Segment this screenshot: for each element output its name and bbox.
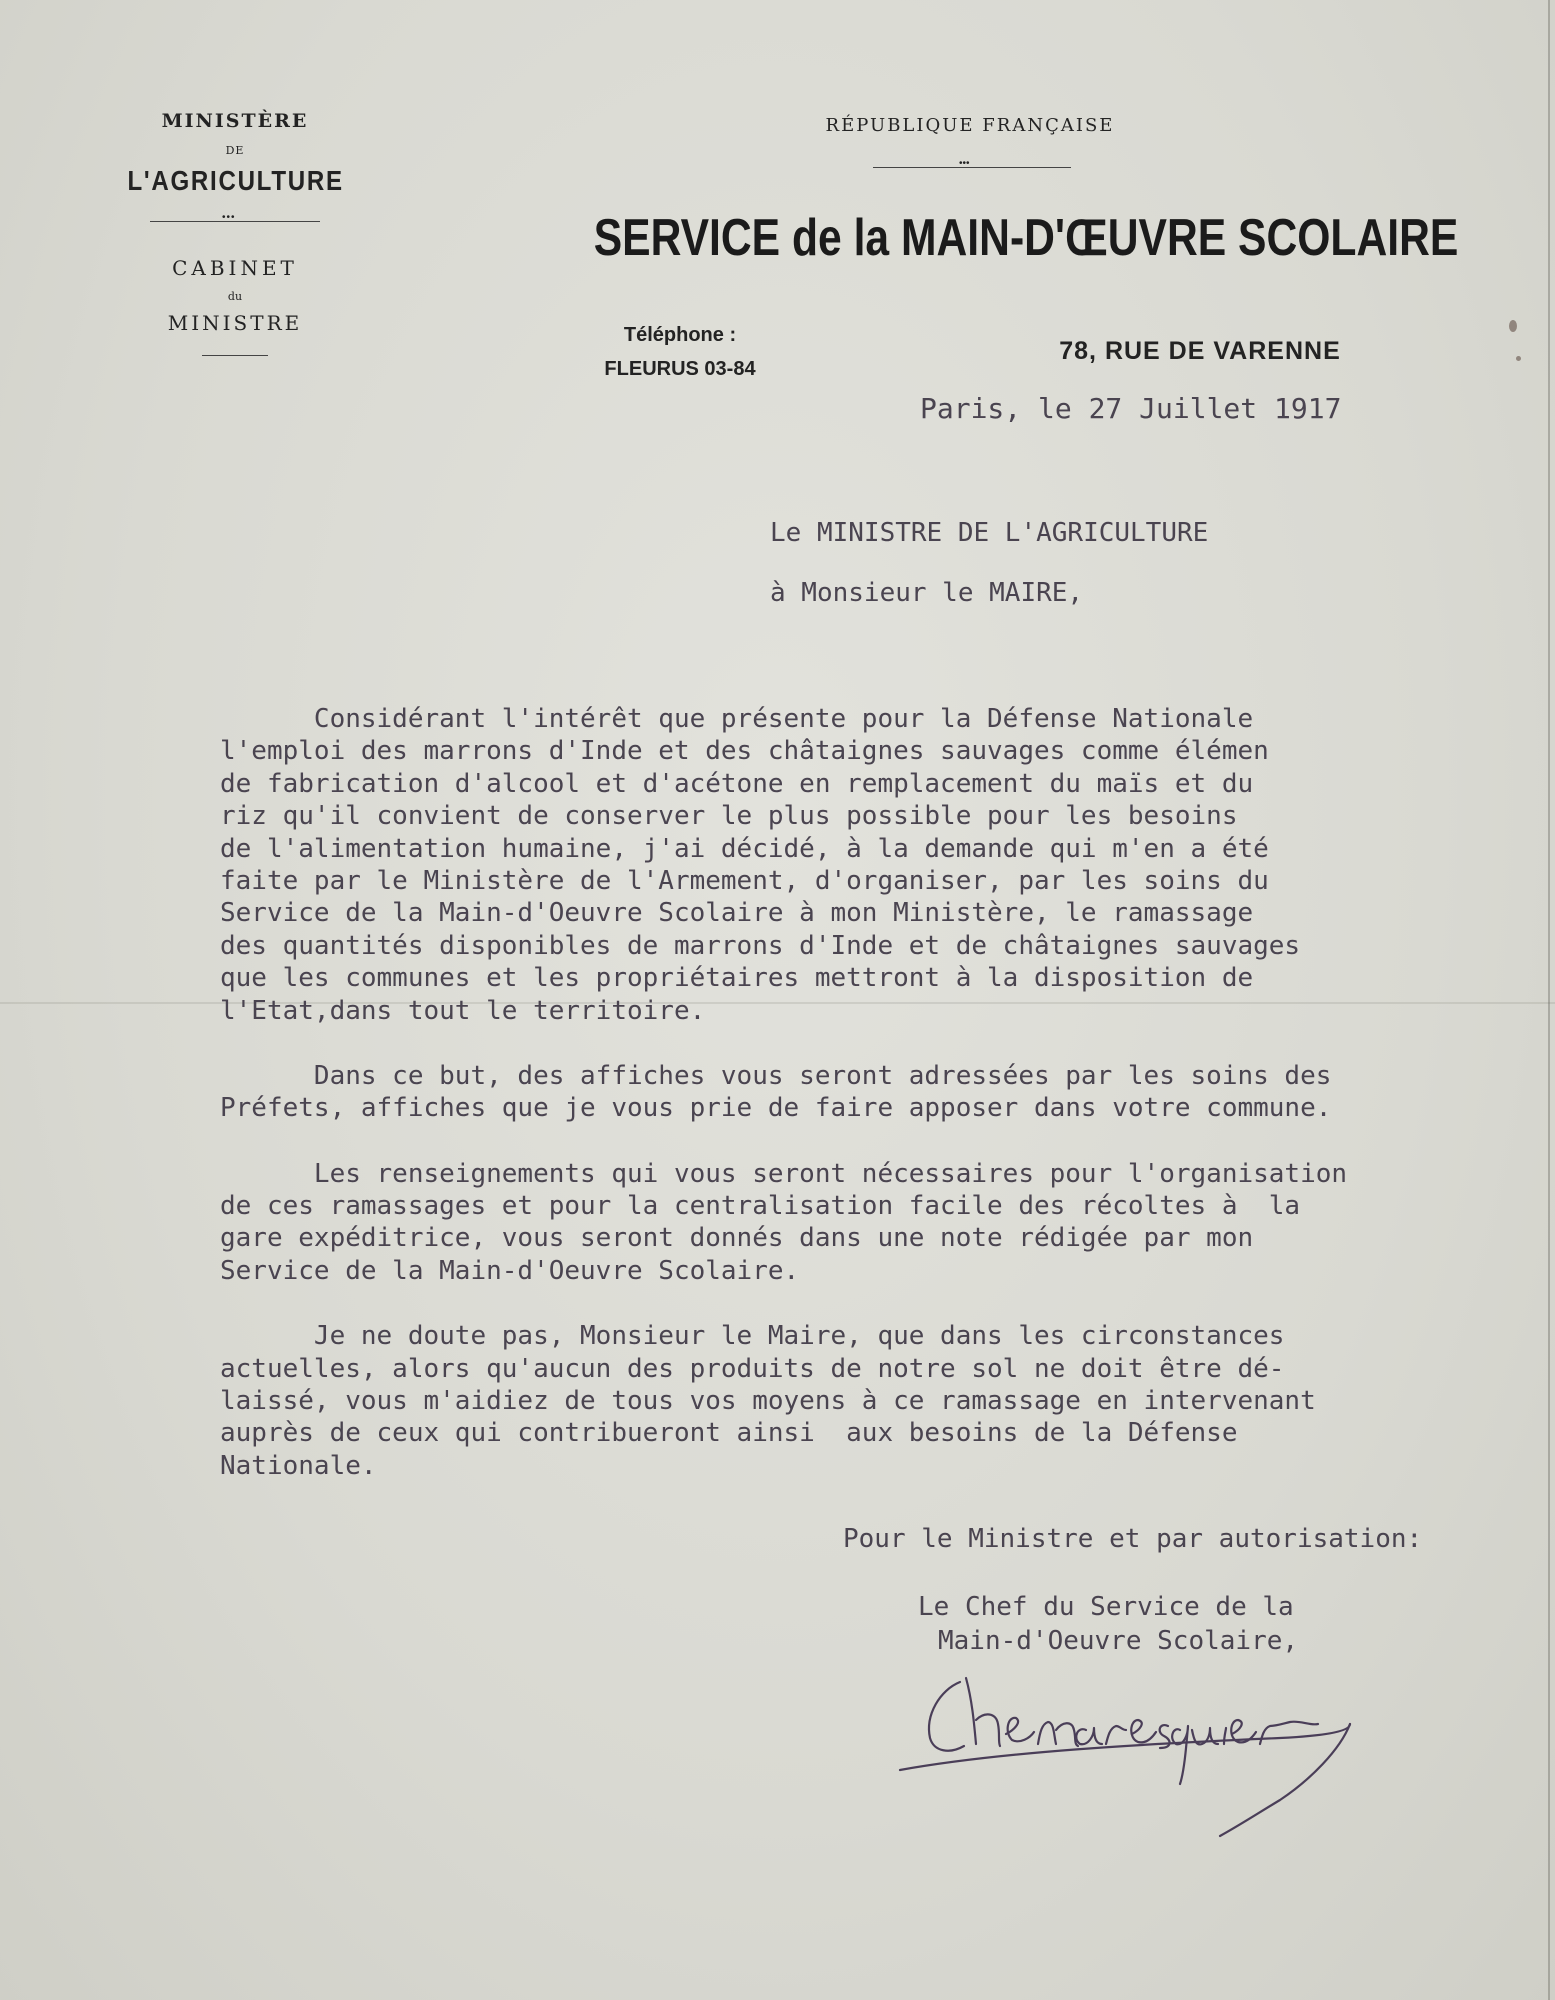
paragraph-gap: [220, 1287, 1550, 1320]
signatory-line-2: Main-d'Oeuvre Scolaire,: [938, 1626, 1299, 1656]
text-line: auprès de ceux qui contribueront ainsi aux besoins de la Défense: [220, 1418, 1238, 1449]
telephone-number: FLEURUS 03-84: [604, 358, 756, 380]
text-line: l'Etat,dans tout le territoire.: [220, 995, 706, 1026]
paragraph-4: [220, 1320, 1550, 1482]
closing-line: Pour le Ministre et par autorisation:: [843, 1524, 1423, 1554]
text-line: actuelles, alors qu'aucun des produits de notre sol ne doit être dé-: [220, 1353, 1285, 1384]
office-address: 78, RUE DE VARENNE: [1059, 337, 1341, 365]
text-line: faite par le Ministère de l'Armement, d'organiser, par les soins du: [220, 865, 1269, 896]
signatory-line-1: Le Chef du Service de la: [918, 1592, 1294, 1622]
republic-label: RÉPUBLIQUE FRANÇAISE: [825, 115, 1115, 136]
handwritten-signature: [880, 1660, 1400, 1840]
text-line: Les renseignements qui vous seront nécessaires pour l'organisation: [220, 1158, 1348, 1189]
ink-spot: [1509, 320, 1517, 332]
ministry-label: MINISTÈRE: [161, 110, 309, 132]
paragraph-2: [220, 1060, 1550, 1125]
text-line: riz qu'il convient de conserver le plus possible pour les besoins: [220, 801, 1238, 832]
service-title: SERVICE de la MAIN-D'ŒUVRE SCOLAIRE: [593, 209, 1459, 267]
cabinet-du: du: [227, 290, 243, 303]
text-line: Service de la Main-d'Oeuvre Scolaire à mon Ministère, le ramassage: [220, 898, 1254, 929]
ministry-de: DE: [225, 144, 245, 157]
paragraph-gap: [220, 1125, 1550, 1158]
paragraph-gap: [220, 1027, 1550, 1060]
text-line: Considérant l'intérêt que présente pour la Défense Nationale: [220, 704, 1254, 734]
text-line: que les communes et les propriétaires mettront à la disposition de: [220, 963, 1254, 994]
sender-line: Le MINISTRE DE L'AGRICULTURE: [770, 518, 1209, 548]
paragraph-1: [220, 703, 1550, 1027]
ink-spot: [1516, 356, 1521, 361]
letter-body: [220, 703, 1550, 1482]
telephone-label: Téléphone :: [623, 324, 737, 346]
telephone-block: [560, 318, 800, 386]
paragraph-3: [220, 1158, 1550, 1288]
cabinet-label: CABINET: [172, 256, 298, 280]
ornament-divider: [150, 221, 320, 224]
ornament-divider: [873, 167, 1071, 168]
text-line: gare expéditrice, vous seront donnés dans une note rédigée par mon: [220, 1223, 1254, 1254]
text-line: des quantités disponibles de marrons d'Inde et de châtaignes sauvages: [220, 930, 1301, 961]
text-line: Dans ce but, des affiches vous seront adressées par les soins des: [220, 1060, 1332, 1091]
text-line: de fabrication d'alcool et d'acétone en remplacement du maïs et du: [220, 768, 1254, 799]
text-line: de ces ramassages et pour la centralisation facile des récoltes à la: [220, 1191, 1301, 1222]
ministry-block: [110, 110, 360, 356]
text-line: Nationale.: [220, 1450, 377, 1481]
ornament-divider-small: [202, 355, 268, 356]
text-line: Préfets, affiches que je vous prie de faire apposer dans votre commune.: [220, 1093, 1332, 1124]
letter-date: Paris, le 27 Juillet 1917: [920, 392, 1342, 425]
text-line: laissé, vous m'aidiez de tous vos moyens à ce ramassage en intervenant: [220, 1386, 1316, 1417]
recipient-line: à Monsieur le MAIRE,: [770, 578, 1084, 608]
ministry-agriculture: L'AGRICULTURE: [127, 165, 344, 196]
text-line: Service de la Main-d'Oeuvre Scolaire.: [220, 1255, 800, 1286]
text-line: de l'alimentation humaine, j'ai décidé, à la demande qui m'en a été: [220, 833, 1269, 864]
text-line: l'emploi des marrons d'Inde et des châtaignes sauvages comme élémen: [220, 736, 1269, 767]
text-line: Je ne doute pas, Monsieur le Maire, que dans les circonstances: [220, 1321, 1285, 1352]
cabinet-ministre: MINISTRE: [167, 311, 303, 335]
